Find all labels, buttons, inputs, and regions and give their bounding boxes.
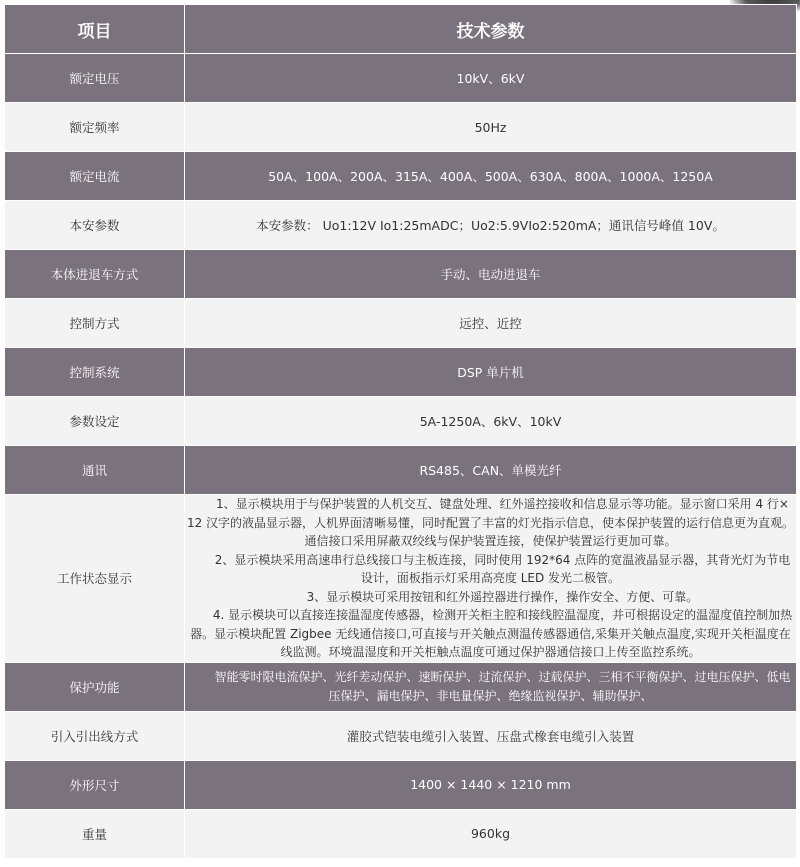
row-value: 960kg (185, 809, 797, 858)
table-row (5, 250, 797, 299)
table-row (5, 809, 797, 858)
table-row (5, 152, 797, 201)
protection-text: 智能零时限电流保护、光纤差动保护、速断保护、过流保护、过载保护、三相不平衡保护、过电压保护、低电压保护、漏电保护、非电量保护、绝缘监视保护、辅助保护、 (214, 670, 791, 703)
table-row (5, 201, 797, 250)
table-row (5, 760, 797, 809)
header-item: 项目 (5, 5, 185, 54)
table-header-row (5, 5, 797, 54)
row-value: 灌胶式铠装电缆引入装置、压盘式橡套电缆引入装置 (185, 711, 797, 760)
table-row (5, 662, 797, 711)
table-row (5, 446, 797, 495)
row-label: 本安参数 (5, 201, 185, 250)
row-value: DSP 单片机 (185, 348, 797, 397)
row-value: 1400 × 1440 × 1210 mm (185, 760, 797, 809)
row-label: 控制方式 (5, 299, 185, 348)
row-value: 50A、100A、200A、315A、400A、500A、630A、800A、1000A、1250A (185, 152, 797, 201)
row-label: 额定电流 (5, 152, 185, 201)
table-row (5, 348, 797, 397)
row-value: 10kV、6kV (185, 54, 797, 103)
row-label: 本体进退车方式 (5, 250, 185, 299)
row-label: 工作状态显示 (5, 495, 185, 663)
row-value: 5A-1250A、6kV、10kV (185, 397, 797, 446)
row-label: 重量 (5, 809, 185, 858)
table-row (5, 103, 797, 152)
status-paragraph: 1、显示模块用于与保护装置的人机交互、键盘处理、红外遥控接收和信息显示等功能。显示窗口采用 4 行× 12 汉字的液晶显示器，人机界面清晰易懂，同时配置了丰富的灯光指示信息，使本保护装置的运行信息更为直观。通信接口采用屏蔽双绞线与保护装置连接，使保护装置运行更加可靠。 (186, 497, 795, 548)
status-paragraph: 4. 显示模块可以直接连接温湿度传感器，检测开关柜主腔和接线腔温湿度，并可根据设定的温湿度值控制加热器。显示模块配置 Zigbee 无线通信接口,可直接与开关触点测温传感器通信,采集开关触点温度,实现开关柜温度在线监测。环境温湿度和开关柜触点温度可通过保护器通信接口上传至监控系统。 (190, 608, 793, 659)
table-row (5, 299, 797, 348)
row-value: 远控、近控 (185, 299, 797, 348)
status-paragraph: 2、显示模块采用高速串行总线接口与主板连接，同时使用 192*64 点阵的宽温液晶显示器，其背光灯为节电设计，面板指示灯采用高亮度 LED 发光二极管。 (214, 552, 791, 585)
row-label: 额定电压 (5, 54, 185, 103)
table-row (5, 54, 797, 103)
row-label: 通讯 (5, 446, 185, 495)
spec-table (4, 4, 797, 859)
row-value-protection (185, 662, 797, 711)
row-value: 50Hz (185, 103, 797, 152)
table-row (5, 711, 797, 760)
row-value: RS485、CAN、单模光纤 (185, 446, 797, 495)
row-value-paragraphs (185, 495, 797, 663)
row-value: 本安参数： Uo1:12V Io1:25mADC；Uo2:5.9VIo2:520mA；通讯信号峰值 10V。 (185, 201, 797, 250)
row-label: 参数设定 (5, 397, 185, 446)
row-label: 控制系统 (5, 348, 185, 397)
status-paragraph: 3、显示模块可采用按钮和红外遥控器进行操作，操作安全、方便、可靠。 (306, 589, 699, 604)
row-label: 外形尺寸 (5, 760, 185, 809)
row-label: 引入引出线方式 (5, 711, 185, 760)
table-row (5, 495, 797, 663)
table-row (5, 397, 797, 446)
row-label: 保护功能 (5, 662, 185, 711)
header-params: 技术参数 (185, 5, 797, 54)
row-label: 额定频率 (5, 103, 185, 152)
row-value: 手动、电动进退车 (185, 250, 797, 299)
